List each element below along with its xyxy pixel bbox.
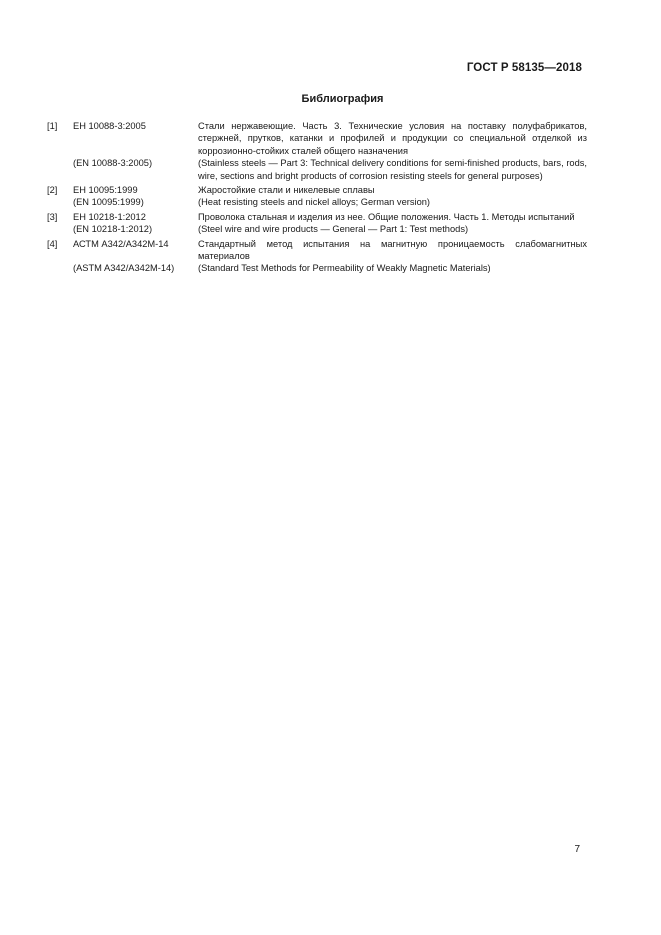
entry-number: [3] [47, 211, 58, 222]
entry-en-code: (EN 10095:1999) [73, 197, 144, 208]
entry-english-row [47, 196, 587, 208]
entry-en-text: (Steel wire and wire products — General — Part 1: Test methods) [198, 224, 469, 235]
entry-en-text: (Standard Test Methods for Permeability of Weakly Magnetic Materials) [198, 263, 491, 274]
entry-en-code: (ASTM A342/A342M-14) [73, 263, 175, 274]
entry-en-code: (EN 10218-1:2012) [73, 224, 153, 235]
entry-ru-text: Стандартный метод испытания на магнитную проницаемость слабомагнитных материалов [198, 238, 587, 262]
entry-ru-code: АСТМ А342/А342М-14 [73, 238, 169, 249]
document-code: ГОСТ Р 58135—2018 [466, 62, 582, 74]
entry-number: [2] [47, 185, 58, 196]
bibliography-entry [47, 238, 587, 275]
entry-number: [4] [47, 238, 58, 249]
entry-ru-text: Жаростойкие стали и никелевые сплавы [198, 185, 375, 196]
bibliography-entry [47, 120, 587, 182]
entry-russian-row [47, 238, 587, 263]
bibliography-list [47, 120, 587, 277]
entry-ru-text: Стали нержавеющие. Часть 3. Технические условия на поставку полуфабрикатов, стержней, прутков, катанки и профилей и продукции со специальной отделкой из коррозионно-стойких сталей общего назначения [198, 121, 587, 156]
entry-english-row [47, 262, 587, 274]
entry-english-row [47, 223, 587, 235]
entry-ru-code: ЕН 10218-1:2012 [73, 211, 146, 222]
entry-en-text: (Stainless steels — Part 3: Technical delivery conditions for semi-finished products, bars, rods, wire, sections and bright products of corrosion resisting steels for general purposes) [198, 158, 587, 181]
entry-ru-code: ЕН 10088-3:2005 [73, 121, 146, 131]
entry-russian-row [47, 184, 587, 196]
entry-number: [1] [47, 121, 58, 131]
entry-en-text: (Heat resisting steels and nickel alloys; German version) [198, 197, 431, 208]
page-number: 7 [574, 844, 580, 855]
bibliography-title: Библиография [301, 93, 384, 105]
bibliography-entry [47, 184, 587, 209]
entry-ru-code: ЕН 10095:1999 [73, 185, 138, 196]
entry-ru-text: Проволока стальная и изделия из нее. Общие положения. Часть 1. Методы испытаний [198, 211, 575, 222]
bibliography-entry [47, 211, 587, 236]
entry-russian-row [47, 211, 587, 223]
entry-en-code: (EN 10088-3:2005) [73, 158, 153, 169]
entry-russian-row [47, 120, 587, 157]
entry-english-row [47, 157, 587, 182]
